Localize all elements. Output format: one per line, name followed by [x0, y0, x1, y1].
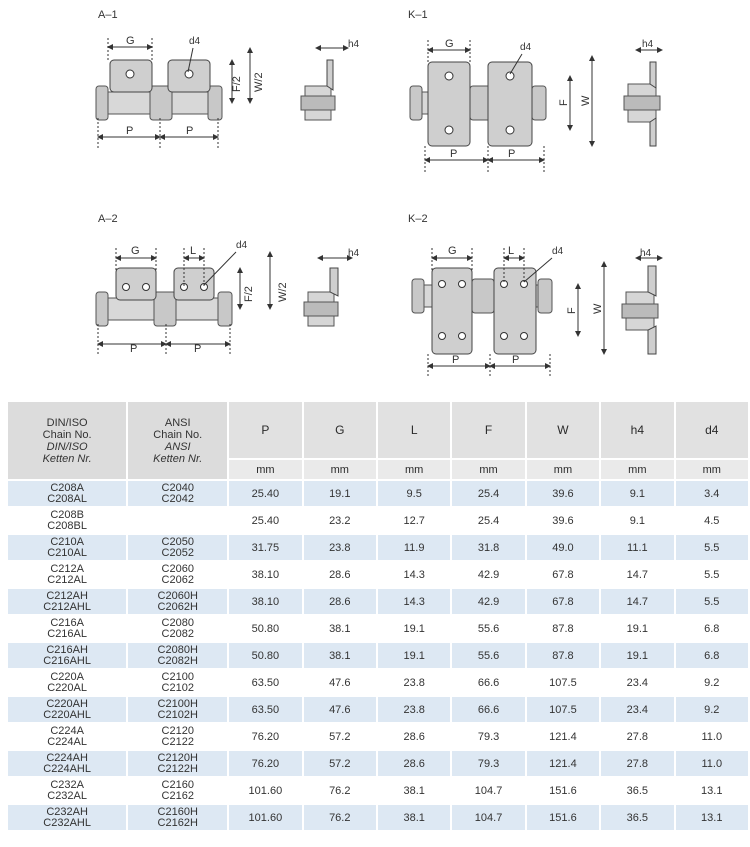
din-chain-cell: C216AH C216AHL [8, 643, 126, 668]
value-w: 39.6 [527, 481, 599, 506]
value-h4: 19.1 [601, 643, 673, 668]
din-chain-cell: C212AH C212AHL [8, 589, 126, 614]
value-p: 50.80 [229, 616, 301, 641]
table-body [8, 481, 748, 830]
din-chain-cell: C208B C208BL [8, 508, 126, 533]
value-f: 25.4 [452, 481, 524, 506]
value-f: 66.6 [452, 670, 524, 695]
ansi-chain-cell: C2040 C2042 [128, 481, 227, 506]
value-f: 79.3 [452, 724, 524, 749]
value-h4: 11.1 [601, 535, 673, 560]
value-g: 23.2 [304, 508, 376, 533]
a2-l-label: L [190, 245, 197, 257]
diagram-k2 [408, 213, 662, 376]
din-chain-cell: C232AH C232AHL [8, 805, 126, 830]
din-chain-cell: C224AH C224AHL [8, 751, 126, 776]
value-d4: 9.2 [676, 670, 748, 695]
k2-w-label: W [592, 303, 604, 314]
value-h4: 36.5 [601, 778, 673, 803]
value-h4: 27.8 [601, 724, 673, 749]
value-p: 38.10 [229, 562, 301, 587]
a1-p2-label: P [186, 125, 194, 137]
value-w: 107.5 [527, 670, 599, 695]
value-w: 151.6 [527, 778, 599, 803]
ansi-chain-cell: C2080H C2082H [128, 643, 227, 668]
a2-g-label: G [131, 245, 140, 257]
k1-f-label: F [558, 99, 570, 106]
value-g: 47.6 [304, 697, 376, 722]
din-chain-cell: C220A C220AL [8, 670, 126, 695]
value-l: 38.1 [378, 805, 450, 830]
value-l: 28.6 [378, 751, 450, 776]
k1-p2-label: P [508, 148, 516, 160]
value-g: 76.2 [304, 778, 376, 803]
value-w: 67.8 [527, 589, 599, 614]
table-row [8, 481, 748, 506]
k1-d4-label: d4 [520, 42, 532, 53]
value-g: 38.1 [304, 616, 376, 641]
table-row [8, 643, 748, 668]
value-g: 28.6 [304, 562, 376, 587]
dimension-table [6, 400, 750, 832]
k2-l-label: L [508, 245, 515, 257]
din-chain-cell: C208A C208AL [8, 481, 126, 506]
din-chain-cell: C224A C224AL [8, 724, 126, 749]
k1-w-label: W [580, 95, 592, 106]
value-g: 28.6 [304, 589, 376, 614]
value-h4: 9.1 [601, 481, 673, 506]
unit-l: mm [378, 460, 450, 479]
value-d4: 13.1 [676, 778, 748, 803]
ansi-chain-cell: C2160H C2162H [128, 805, 227, 830]
value-f: 55.6 [452, 643, 524, 668]
value-p: 101.60 [229, 805, 301, 830]
ansi-chain-cell: C2060 C2062 [128, 562, 227, 587]
k1-h4-label: h4 [642, 39, 654, 50]
value-h4: 9.1 [601, 508, 673, 533]
diagram-a1 [96, 9, 360, 150]
value-l: 38.1 [378, 778, 450, 803]
unit-f: mm [452, 460, 524, 479]
din-chain-cell: C220AH C220AHL [8, 697, 126, 722]
diagram-a2-title: A–2 [98, 213, 118, 225]
header-f: F [452, 402, 524, 458]
value-p: 63.50 [229, 697, 301, 722]
table-row [8, 751, 748, 776]
k1-g-label: G [445, 38, 454, 50]
unit-p: mm [229, 460, 301, 479]
k2-p2-label: P [512, 354, 520, 366]
header-d4: d4 [676, 402, 748, 458]
diagram-a1-title: A–1 [98, 9, 118, 21]
value-f: 104.7 [452, 778, 524, 803]
value-d4: 13.1 [676, 805, 748, 830]
value-g: 47.6 [304, 670, 376, 695]
value-h4: 19.1 [601, 616, 673, 641]
value-d4: 9.2 [676, 697, 748, 722]
diagram-a2 [96, 213, 360, 356]
value-g: 76.2 [304, 805, 376, 830]
value-p: 25.40 [229, 508, 301, 533]
table-row [8, 778, 748, 803]
value-f: 42.9 [452, 562, 524, 587]
value-w: 121.4 [527, 751, 599, 776]
value-p: 76.20 [229, 724, 301, 749]
a2-p1-label: P [130, 343, 138, 355]
k2-h4-label: h4 [640, 248, 652, 259]
table-row [8, 697, 748, 722]
diagrams-area [0, 0, 750, 395]
table-row [8, 535, 748, 560]
a1-f2-label: F/2 [231, 76, 243, 92]
value-w: 67.8 [527, 562, 599, 587]
diagram-k1 [408, 9, 662, 172]
value-f: 79.3 [452, 751, 524, 776]
value-w: 49.0 [527, 535, 599, 560]
value-f: 104.7 [452, 805, 524, 830]
k2-p1-label: P [452, 354, 460, 366]
value-w: 87.8 [527, 643, 599, 668]
k2-d4-label: d4 [552, 246, 564, 257]
ansi-chain-cell: C2120H C2122H [128, 751, 227, 776]
k1-p1-label: P [450, 148, 458, 160]
value-g: 19.1 [304, 481, 376, 506]
ansi-chain-cell: C2120 C2122 [128, 724, 227, 749]
header-h4: h4 [601, 402, 673, 458]
value-l: 12.7 [378, 508, 450, 533]
table-row [8, 724, 748, 749]
value-h4: 14.7 [601, 589, 673, 614]
din-chain-cell: C232A C232AL [8, 778, 126, 803]
value-l: 23.8 [378, 670, 450, 695]
table-row [8, 589, 748, 614]
value-h4: 27.8 [601, 751, 673, 776]
value-p: 31.75 [229, 535, 301, 560]
header-w: W [527, 402, 599, 458]
value-d4: 3.4 [676, 481, 748, 506]
table-row [8, 616, 748, 641]
ansi-chain-cell [128, 508, 227, 533]
value-l: 14.3 [378, 562, 450, 587]
a1-g-label: G [126, 35, 135, 47]
value-g: 57.2 [304, 751, 376, 776]
ansi-chain-cell: C2060H C2062H [128, 589, 227, 614]
din-chain-cell: C210A C210AL [8, 535, 126, 560]
value-p: 25.40 [229, 481, 301, 506]
value-l: 28.6 [378, 724, 450, 749]
header-din-iso: DIN/ISO Chain No. DIN/ISO Ketten Nr. [8, 402, 126, 479]
value-w: 121.4 [527, 724, 599, 749]
a1-d4-label: d4 [189, 36, 201, 47]
table-row [8, 562, 748, 587]
value-f: 25.4 [452, 508, 524, 533]
header-g: G [304, 402, 376, 458]
a2-d4-label: d4 [236, 240, 248, 251]
table-row [8, 805, 748, 830]
value-g: 38.1 [304, 643, 376, 668]
value-f: 66.6 [452, 697, 524, 722]
value-p: 38.10 [229, 589, 301, 614]
table-row [8, 508, 748, 533]
din-chain-cell: C212A C212AL [8, 562, 126, 587]
value-w: 151.6 [527, 805, 599, 830]
value-g: 57.2 [304, 724, 376, 749]
value-d4: 11.0 [676, 724, 748, 749]
a2-p2-label: P [194, 343, 202, 355]
ansi-chain-cell: C2100 C2102 [128, 670, 227, 695]
header-l: L [378, 402, 450, 458]
k2-g-label: G [448, 245, 457, 257]
value-g: 23.8 [304, 535, 376, 560]
ansi-chain-cell: C2100H C2102H [128, 697, 227, 722]
ansi-chain-cell: C2050 C2052 [128, 535, 227, 560]
k2-f-label: F [566, 307, 578, 314]
header-p: P [229, 402, 301, 458]
unit-h4: mm [601, 460, 673, 479]
value-p: 76.20 [229, 751, 301, 776]
diagram-k2-title: K–2 [408, 213, 428, 225]
value-w: 39.6 [527, 508, 599, 533]
value-l: 19.1 [378, 643, 450, 668]
value-p: 63.50 [229, 670, 301, 695]
value-d4: 5.5 [676, 562, 748, 587]
value-w: 87.8 [527, 616, 599, 641]
ansi-chain-cell: C2160 C2162 [128, 778, 227, 803]
a2-f2-label: F/2 [243, 286, 255, 302]
value-h4: 36.5 [601, 805, 673, 830]
dimension-table-wrap [6, 400, 750, 832]
table-row [8, 670, 748, 695]
value-p: 101.60 [229, 778, 301, 803]
chain-attachment-diagrams [0, 0, 750, 395]
value-d4: 6.8 [676, 643, 748, 668]
a2-h4-label: h4 [348, 248, 360, 259]
unit-w: mm [527, 460, 599, 479]
value-w: 107.5 [527, 697, 599, 722]
value-l: 9.5 [378, 481, 450, 506]
value-h4: 23.4 [601, 697, 673, 722]
din-chain-cell: C216A C216AL [8, 616, 126, 641]
unit-d4: mm [676, 460, 748, 479]
value-d4: 11.0 [676, 751, 748, 776]
value-l: 23.8 [378, 697, 450, 722]
a1-p1-label: P [126, 125, 134, 137]
value-l: 11.9 [378, 535, 450, 560]
value-f: 42.9 [452, 589, 524, 614]
value-p: 50.80 [229, 643, 301, 668]
value-d4: 4.5 [676, 508, 748, 533]
a1-w2-label: W/2 [253, 72, 265, 92]
value-d4: 6.8 [676, 616, 748, 641]
value-l: 19.1 [378, 616, 450, 641]
diagram-k1-title: K–1 [408, 9, 428, 21]
value-l: 14.3 [378, 589, 450, 614]
value-h4: 14.7 [601, 562, 673, 587]
value-f: 55.6 [452, 616, 524, 641]
unit-g: mm [304, 460, 376, 479]
ansi-chain-cell: C2080 C2082 [128, 616, 227, 641]
value-d4: 5.5 [676, 589, 748, 614]
value-f: 31.8 [452, 535, 524, 560]
a2-w2-label: W/2 [277, 282, 289, 302]
value-h4: 23.4 [601, 670, 673, 695]
header-ansi: ANSI Chain No. ANSI Ketten Nr. [128, 402, 227, 479]
a1-h4-label: h4 [348, 39, 360, 50]
value-d4: 5.5 [676, 535, 748, 560]
